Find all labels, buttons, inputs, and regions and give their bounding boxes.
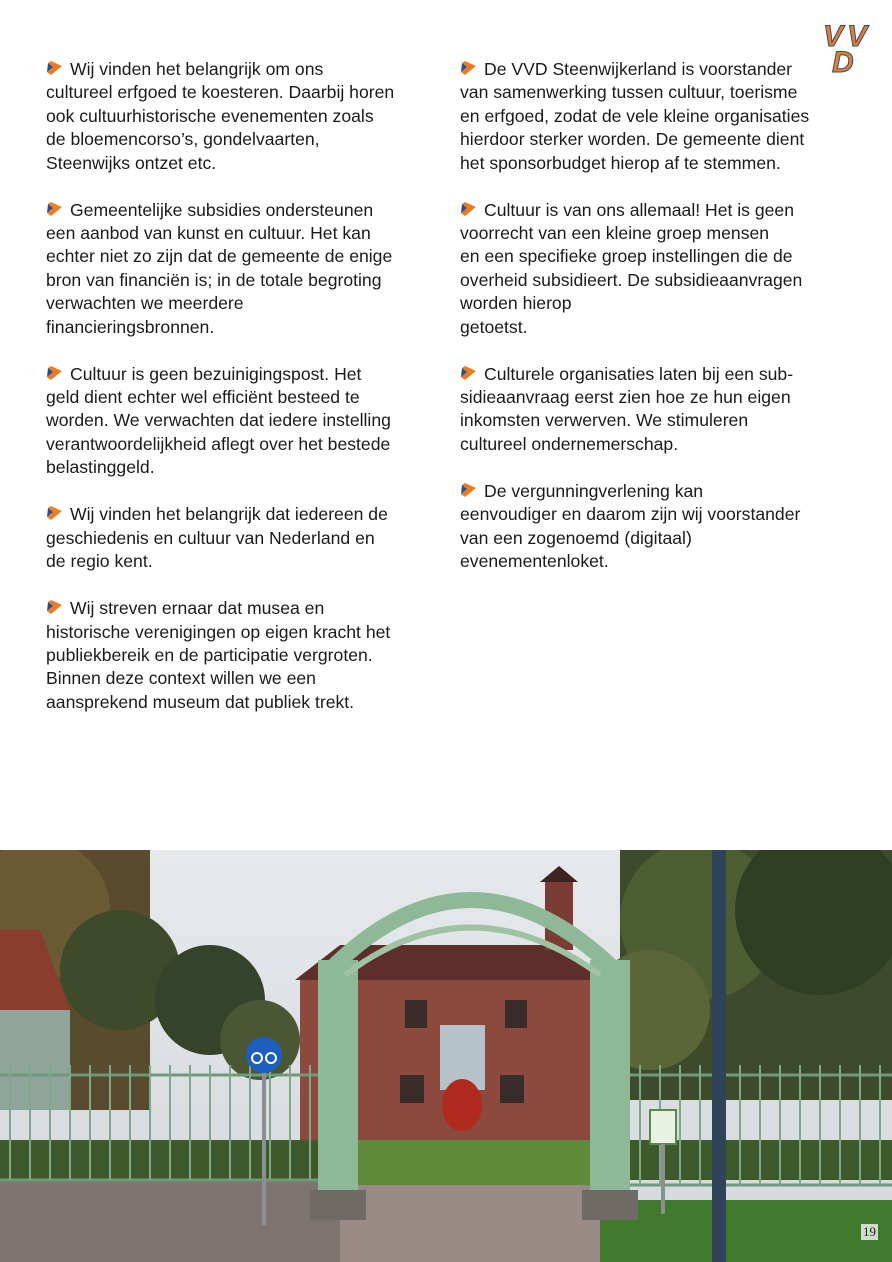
paragraph-text: De VVD Steenwijkerland is voorstander van samenwerking tussen cultuur, toerisme en erfgoed, zodat de vele kleine organisaties hierdoor sterker worden. De gemeente dient het sponsorbudget hierop af te stemmen. [460,59,810,173]
bullet-arrow-icon [460,201,484,217]
svg-text:V: V [823,20,844,53]
paragraph-text: Cultuur is van ons allemaal! Het is geen voorrecht van een kleine groep mensen en een specifieke groep instellingen die de overheid subsidieert. De subsidieaanvragen worden hierop getoetst. [460,199,803,337]
paragraph-text: Wij vinden het belangrijk dat iedereen de geschiedenis en cultuur van Nederland en de regio kent. [46,504,388,572]
page-number: 19 [863,1224,876,1239]
svg-text:V: V [847,20,868,53]
paragraph-subsidies [46,199,441,339]
museum-gate-photo [0,850,892,1262]
right-column [460,58,855,597]
bullet-arrow-icon [460,365,484,381]
left-column [46,58,441,738]
paragraph-samenwerking [460,58,855,175]
bullet-arrow-icon [46,599,70,615]
bullet-arrow-icon [46,201,70,217]
paragraph-bezuinigingspost [46,363,441,480]
paragraph-text: Wij streven ernaar dat musea en historische verenigingen op eigen kracht het publiekbereik en de participatie vergroten. Binnen deze context willen we een aansprekend museum dat publiek trekt. [46,598,391,712]
paragraph-vergunning [460,480,855,574]
paragraph-allemaal [460,199,855,339]
bullet-arrow-icon [460,482,484,498]
bullet-arrow-icon [46,505,70,521]
bullet-arrow-icon [460,60,484,76]
paragraph-organisaties [460,363,855,457]
bullet-arrow-icon [46,60,70,76]
paragraph-text: Gemeentelijke subsidies ondersteunen een aanbod van kunst en cultuur. Het kan echter niet zo zijn dat de gemeente de enige bron van financiën is; in de totale begroting verwachten we meerdere financieringsbronnen. [46,199,393,337]
paragraph-geschiedenis [46,503,441,573]
paragraph-text: Wij vinden het belangrijk om ons cultureel erfgoed te koesteren. Daarbij horen ook cultuurhistorische evenementen zoals de bloemencorso’s, gondelvaarten, Steenwijks ontzet etc. [46,59,395,173]
paragraph-text: Cultuur is geen bezuinigingspost. Het geld dient echter wel efficiënt besteed te worden. We verwachten dat iedere instelling verantwoordelijkheid aflegt over het bestede belastinggeld. [46,363,391,478]
paragraph-text: De vergunningverlening kan eenvoudiger en daarom zijn wij voorstander van een zogenoemd (digitaal) evenementenloket. [460,480,801,572]
svg-text:D: D [832,46,854,74]
bullet-arrow-icon [46,365,70,381]
paragraph-musea [46,597,441,714]
paragraph-text: Culturele organisaties laten bij een sub- sidieaanvraag eerst zien hoe ze hun eigen inkomsten verwerven. We stimuleren cultureel ondernemerschap. [460,363,794,454]
paragraph-erfgoed [46,58,441,175]
